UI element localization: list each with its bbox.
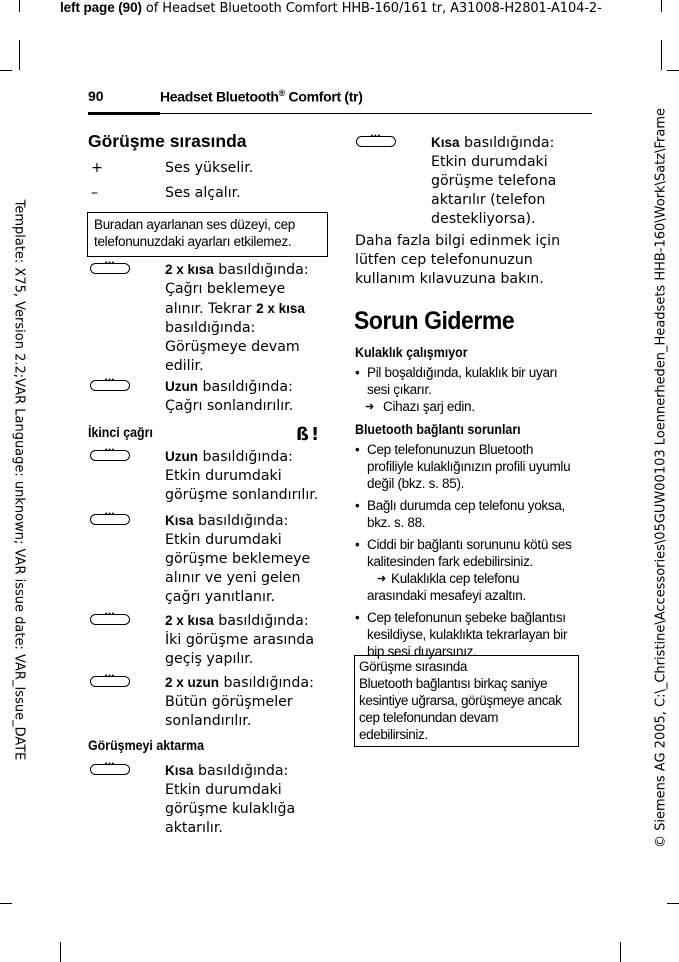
crop-mark [19, 40, 20, 70]
button-icon [90, 764, 130, 775]
key-desc-answer-waiting: Kısa basıldığında: Etkin durumdaki görüşme beklemeye alınır ve yeni gelen çağrı yanıtlanır. [165, 513, 311, 605]
list-item: • Ciddi bir bağlantı sorununu kötü ses kalitesinden fark edebilirsiniz. ➜ Kulaklıkla cep telefonu arasındaki mesafeyi azaltın. [355, 536, 590, 604]
crop-mark [60, 942, 61, 962]
key-desc-end-active: Uzun basıldığında: Etkin durumdaki görüşme sonlandırılır. [165, 449, 319, 503]
crop-mark [661, 0, 662, 12]
list-item: • Cep telefonunuzun Bluetooth profiliyle kulaklığınızın profili uyumlu değil (bkz. s. 85). [355, 441, 590, 492]
volume-down-text: Ses alçalır. [165, 185, 241, 201]
key-desc-end: Uzun basıldığında: Çağrı sonlandırılır. [165, 379, 294, 414]
list-bluetooth-problems [355, 441, 590, 665]
crop-mark [667, 903, 679, 904]
page-number: 90 [88, 88, 104, 104]
connection-note: Görüşme sırasında Bluetooth bağlantısı birkaç saniye kesintiye uğrarsa, görüşmeye ancak cep telefonundan devam edebilirsiniz. [354, 655, 579, 747]
key-desc-toggle: 2 x kısa basıldığında: İki görüşme arasında geçiş yapılır. [165, 613, 315, 667]
template-info: Template: X75, Version 2.2;VAR Language: unknown; VAR issue date: VAR_Issue_DATE [11, 199, 27, 761]
key-desc-transfer-headset: Kısa basıldığında: Etkin durumdaki görüşme kulaklığa aktarılır. [165, 763, 296, 836]
button-icon [90, 514, 130, 525]
more-info-paragraph: Daha fazla bilgi edinmek için lütfen cep telefonunuzun kullanım kılavuzuna bakın. [355, 233, 561, 287]
plus-symbol: + [91, 160, 103, 176]
crop-mark [620, 942, 621, 962]
crop-mark [0, 70, 12, 71]
volume-up-text: Ses yükselir. [165, 160, 254, 176]
network-service-icon: ß! [296, 424, 322, 445]
volume-note: Buradan ayarlanan ses düzeyi, cep telefonunuzdaki ayarları etkilemez. [87, 212, 328, 257]
crop-mark [0, 903, 12, 904]
button-icon [90, 380, 130, 391]
page-title: Headset Bluetooth® Comfort (tr) [160, 88, 363, 105]
header-tick [88, 112, 160, 115]
crop-mark [667, 70, 679, 71]
subheading-bluetooth-problems: Bluetooth bağlantı sorunları [355, 422, 521, 437]
button-icon [90, 450, 130, 461]
crop-mark [19, 0, 20, 12]
list-item: • Cep telefonunun şebeke bağlantısı kesildiyse, kulaklıkta tekrarlayan bir bip sesi duyarsınız. [355, 609, 590, 660]
list-item: • Pil boşaldığında, kulaklık bir uyarı sesi çıkarır. ➜ Cihazı şarj edin. [355, 364, 590, 415]
button-icon [90, 263, 130, 274]
button-icon [356, 136, 396, 147]
minus-symbol: – [91, 185, 99, 201]
list-headset-not-working [355, 364, 590, 420]
page-header [88, 88, 592, 114]
job-info-line: left page (90) of Headset Bluetooth Comfort HHB-160/161 tr, A31008-H2801-A104-2- [60, 0, 602, 16]
copyright-path: © Siemens AG 2005, C:\_Christine\Accessories\05GUW00103 Loennerheden_Headsets HHB-160\Work\Satz\Frame [653, 108, 669, 848]
key-desc-hold: 2 x kısa basıldığında: Çağrı beklemeye alınır. Tekrar 2 x kısa basıldığında: Görüşmeye devam edilir. [165, 262, 309, 374]
heading-troubleshooting: Sorun Giderme [354, 307, 515, 335]
key-desc-end-all: 2 x uzun basıldığında: Bütün görüşmeler sonlandırılır. [165, 675, 314, 729]
list-item: • Bağlı durumda cep telefonu yoksa, bkz. s. 88. [355, 497, 590, 531]
key-desc-transfer-phone: Kısa basıldığında: Etkin durumdaki görüşme telefona aktarılır (telefon destekliyorsa). [431, 135, 557, 227]
subheading-headset-not-working: Kulaklık çalışmıyor [355, 345, 468, 360]
heading-second-call: İkinci çağrı [88, 425, 153, 440]
button-icon [90, 676, 130, 687]
heading-transfer: Görüşmeyi aktarma [88, 738, 204, 753]
crop-mark [661, 40, 662, 70]
button-icon [90, 614, 130, 625]
heading-during-call: Görüşme sırasında [88, 131, 247, 151]
